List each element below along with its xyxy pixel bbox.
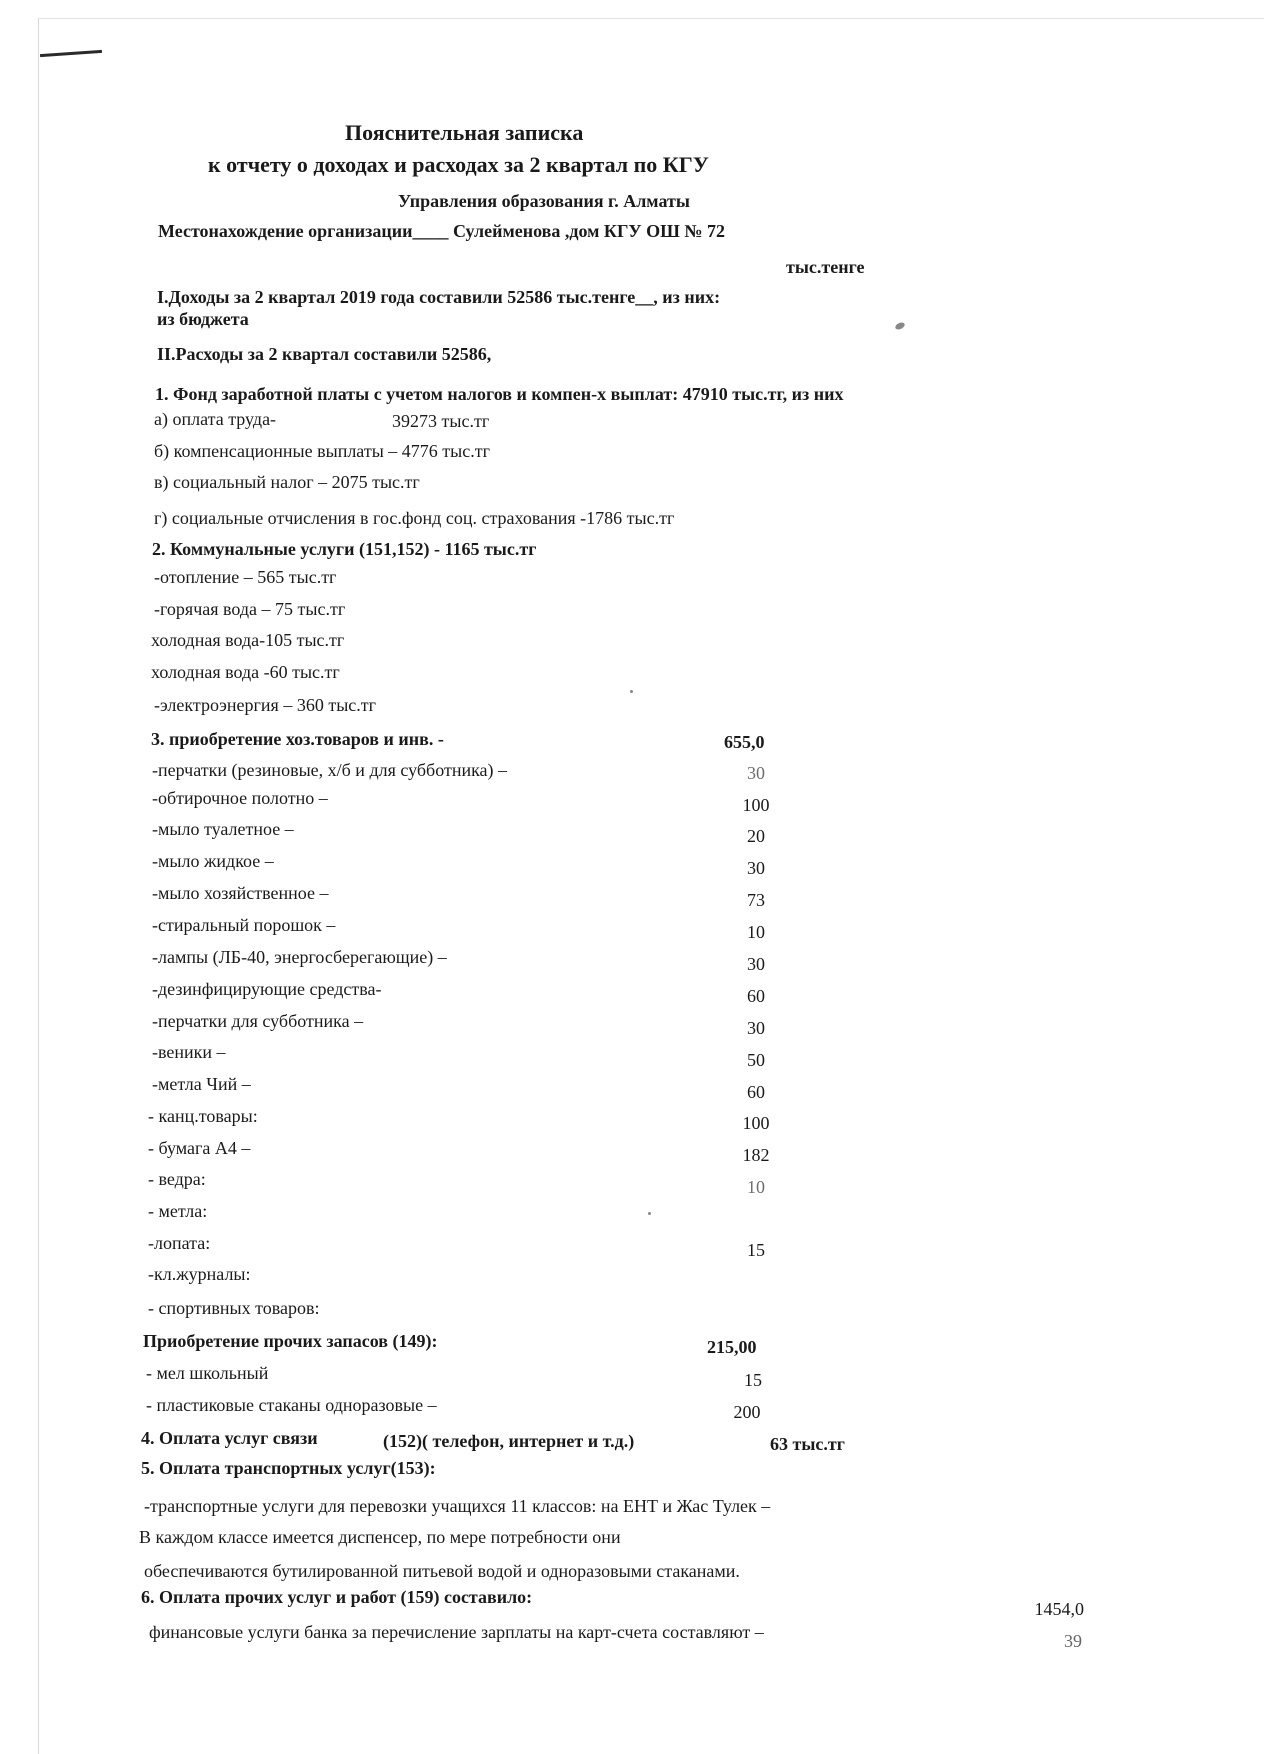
goods-item-label: -веники – — [152, 1042, 226, 1062]
goods-item-value: 100 — [742, 1113, 770, 1133]
page-subtitle: к отчету о доходах и расходах за 2 квартал по КГУ — [208, 152, 709, 177]
communication-amount: 63 тыс.тг — [770, 1434, 845, 1454]
goods-heading: 3. приобретение хоз.товаров и инв. - — [151, 729, 444, 749]
goods-item-label: -мыло жидкое – — [152, 851, 274, 871]
communication-heading: 4. Оплата услуг связи — [141, 1428, 318, 1448]
goods-item-value: 50 — [747, 1050, 765, 1070]
goods-item-value: 30 — [747, 1018, 765, 1038]
goods-item-label: -лопата: — [148, 1233, 211, 1253]
goods-item-label: -стиральный порошок – — [152, 915, 336, 935]
payroll-item-value: 39273 тыс.тг — [392, 411, 490, 431]
transport-line: обеспечиваются бутилированной питьевой водой и одноразовыми стаканами. — [144, 1561, 740, 1581]
goods-item-label: -перчатки (резиновые, х/б и для субботника) – — [152, 760, 508, 780]
income-line: I.Доходы за 2 квартал 2019 года составили 52586 тыс.тенге__, из них: — [157, 287, 721, 307]
department-line: Управления образования г. Алматы — [398, 191, 690, 211]
expenses-total-line: II.Расходы за 2 квартал составили 52586, — [157, 344, 492, 364]
goods-item-label: - спортивных товаров: — [148, 1298, 320, 1318]
other-services-total: 1454,0 — [1034, 1599, 1084, 1619]
other-stock-heading: Приобретение прочих запасов (149): — [143, 1331, 438, 1351]
goods-item-value: 30 — [747, 954, 765, 974]
goods-item-value: 10 — [747, 922, 765, 942]
goods-item-label: - метла: — [148, 1201, 208, 1221]
payroll-item: в) социальный налог – 2075 тыс.тг — [154, 472, 420, 492]
utilities-item: -отопление – 565 тыс.тг — [154, 567, 337, 587]
utilities-item: холодная вода-105 тыс.тг — [151, 630, 345, 650]
utilities-item: -горячая вода – 75 тыс.тг — [154, 599, 346, 619]
utilities-item: -электроэнергия – 360 тыс.тг — [154, 695, 377, 715]
goods-total: 655,0 — [724, 732, 765, 752]
payroll-heading: 1. Фонд заработной платы с учетом налогов и компен-х выплат: 47910 тыс.тг, из них — [155, 384, 844, 404]
goods-item-value: 15 — [747, 1240, 765, 1260]
other-services-line-value: 39 — [1064, 1631, 1082, 1651]
units-label: тыс.тенге — [786, 257, 865, 277]
other-stock-item-value: 200 — [733, 1402, 761, 1422]
other-stock-item-label: - пластиковые стаканы одноразовые – — [146, 1395, 437, 1415]
goods-item-value: 182 — [742, 1145, 770, 1165]
goods-item-label: -мыло хозяйственное – — [152, 883, 329, 903]
goods-item-label: -перчатки для субботника – — [152, 1011, 364, 1031]
goods-item-label: - ведра: — [148, 1169, 206, 1189]
goods-item-value: 73 — [747, 890, 765, 910]
utilities-item: холодная вода -60 тыс.тг — [151, 662, 340, 682]
income-source: из бюджета — [157, 309, 249, 329]
goods-item-label: -обтирочное полотно – — [152, 788, 328, 808]
goods-item-value: 60 — [747, 1082, 765, 1102]
goods-item-value: 20 — [747, 826, 765, 846]
goods-item-label: -метла Чий – — [152, 1074, 251, 1094]
payroll-item: б) компенсационные выплаты – 4776 тыс.тг — [154, 441, 490, 461]
goods-item-value: 60 — [747, 986, 765, 1006]
other-stock-total: 215,00 — [707, 1337, 757, 1357]
scan-speck — [630, 690, 633, 693]
page-title: Пояснительная записка — [345, 120, 584, 145]
location-line: Местонахождение организации____ Сулейменова ,дом КГУ ОШ № 72 — [158, 221, 725, 241]
payroll-item: г) социальные отчисления в гос.фонд соц. страхования -1786 тыс.тг — [154, 508, 675, 528]
other-stock-item-label: - мел школьный — [146, 1363, 269, 1383]
goods-item-label: - бумага А4 – — [148, 1138, 251, 1158]
goods-item-value: 30 — [747, 858, 765, 878]
goods-item-value: 30 — [747, 763, 765, 783]
other-stock-item-value: 15 — [744, 1370, 762, 1390]
goods-item-label: -кл.журналы: — [148, 1264, 251, 1284]
payroll-item: а) оплата труда- — [154, 409, 277, 429]
scan-speck — [648, 1212, 651, 1215]
transport-line: В каждом классе имеется диспенсер, по мере потребности они — [139, 1527, 621, 1547]
goods-item-label: -мыло туалетное – — [152, 819, 294, 839]
goods-item-label: -лампы (ЛБ-40, энергосберегающие) – — [152, 947, 447, 967]
goods-item-label: -дезинфицирующие средства- — [152, 979, 382, 999]
goods-item-value: 100 — [742, 795, 770, 815]
other-services-line: финансовые услуги банка за перечисление зарплаты на карт-счета составляют – — [149, 1622, 764, 1642]
other-services-heading: 6. Оплата прочих услуг и работ (159) составило: — [141, 1587, 533, 1607]
utilities-heading: 2. Коммунальные услуги (151,152) - 1165 тыс.тг — [152, 539, 537, 559]
goods-item-label: - канц.товары: — [148, 1106, 258, 1126]
communication-detail: (152)( телефон, интернет и т.д.) — [383, 1431, 635, 1451]
transport-line: -транспортные услуги для перевозки учащихся 11 классов: на ЕНТ и Жас Тулек – — [144, 1496, 771, 1516]
transport-heading: 5. Оплата транспортных услуг(153): — [141, 1458, 436, 1478]
goods-item-value: 10 — [747, 1177, 765, 1197]
